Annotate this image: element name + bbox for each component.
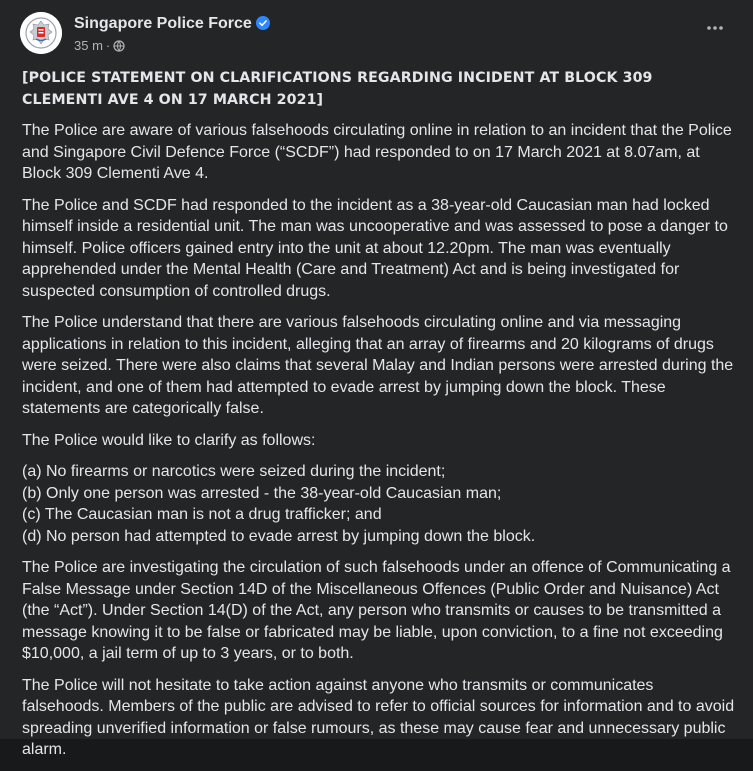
- paragraph-falsehoods: The Police are aware of various falsehoods circulating online in relation to an incident that the Police and Singapore Civil Defence Force (“SCDF”) had responded to on 17 March 2021 at 8.07am, at Block 309 Clementi Ave 4.: [22, 122, 732, 182]
- post-meta: [74, 38, 125, 55]
- list-item: (b) Only one person was arrested - the 38-year-old Caucasian man;: [22, 484, 502, 502]
- page-avatar[interactable]: [20, 12, 62, 54]
- police-crest-icon: [20, 12, 62, 54]
- post-header: [20, 12, 737, 58]
- verified-badge-icon: [256, 16, 270, 35]
- paragraph-incident: The Police and SCDF had responded to the incident as a 38-year-old Caucasian man had locked himself inside a residential unit. The man was uncooperative and was assessed to pose a danger to himself. Police officers gained entry into the unit at about 12.20pm. The man was eventually apprehended under the Mental Health (Care and Treatment) Act and is being investigated for suspected consumption of controlled drugs.: [22, 196, 728, 300]
- paragraph-clarify-intro: The Police would like to clarify as follows:: [22, 431, 316, 449]
- page-name[interactable]: [74, 15, 270, 35]
- paragraph-warning: The Police will not hesitate to take action against anyone who transmits or communicates falsehoods. Members of the public are advised to refer to official sources for information and to avoid spreading unverified information or false rumours, as these may cause fear and unnecessary public alarm.: [22, 676, 735, 758]
- statement-title: [POLICE STATEMENT ON CLARIFICATIONS REGARDING INCIDENT AT BLOCK 309 CLEMENTI AVE 4 ON 17 MARCH 2021]: [22, 70, 653, 108]
- meta-separator: ·: [105, 38, 111, 53]
- post-timestamp[interactable]: 35 m: [74, 38, 103, 53]
- paragraph-claims: The Police understand that there are various falsehoods circulating online and via messaging applications in relation to this incident, alleging that an array of firearms and 20 kilograms of drugs were seized. There were also claims that several Malay and Indian persons were arrested during the incident, and one of them had attempted to evade arrest by jumping down the block. These statements are categorically false.: [22, 314, 734, 417]
- clarification-list: [22, 461, 738, 547]
- paragraph-investigation: The Police are investigating the circulation of such falsehoods under an offence of Communicating a False Message under Section 14D of the Miscellaneous Offences (Public Order and Nuisance) Act (the “Act”). Under Section 14(D) of the Act, any person who transmits or causes to be transmitted a message knowing it to be false or fabricated may be liable, upon conviction, to a fine not exceeding $10,000, a jail term of up to 3 years, or to both.: [22, 559, 731, 662]
- list-item: (c) The Caucasian man is not a drug trafficker; and: [22, 506, 382, 523]
- post-body: [22, 68, 738, 771]
- page-name-text[interactable]: Singapore Police Force: [74, 15, 252, 32]
- more-options-icon: [705, 18, 725, 38]
- list-item: (d) No person had attempted to evade arrest by jumping down the block.: [22, 527, 536, 545]
- globe-icon[interactable]: [113, 40, 125, 55]
- list-item: (a) No firearms or narcotics were seized during the incident;: [22, 463, 446, 480]
- more-options-button[interactable]: [701, 18, 729, 46]
